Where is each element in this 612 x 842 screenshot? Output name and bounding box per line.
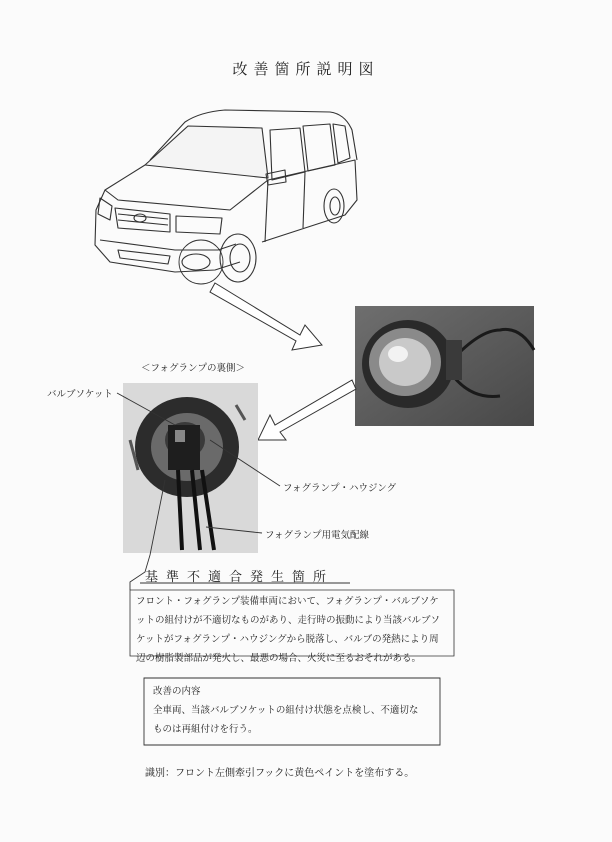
fog-lamp-back-photo <box>123 383 258 553</box>
wiring-label: フォグランプ用電気配線 <box>265 530 370 541</box>
defect-heading: 基準不適合発生箇所 <box>145 570 335 585</box>
fog-lamp-front-photo <box>355 306 534 426</box>
bulb-socket-label: バルブソケット <box>47 389 113 400</box>
identification-note: 識別：フロント左側牽引フックに黄色ペイントを塗布する。 <box>145 768 415 779</box>
defect-line: ットの組付けが不適切なものがあり、走行時の振動により当該バルブソ <box>136 615 441 626</box>
remedy-line: 全車両、当該バルブソケットの組付け状態を点検し、不適切な <box>153 705 419 716</box>
zoom-arrow-1 <box>210 283 322 350</box>
remedy-panel <box>153 682 438 739</box>
remedy-line: ものは再組付けを行う。 <box>153 724 258 735</box>
back-side-label: ＜フォグランプの裏側＞ <box>141 363 246 374</box>
page-title: 改善箇所説明図 <box>232 60 380 78</box>
defect-line: ケットがフォグランプ・ハウジングから脱落し、バルブの発熱により周 <box>136 634 439 645</box>
zoom-arrow-2 <box>258 380 356 440</box>
defect-line: フロント・フォグランプ装備車両において、フォグランプ・バルブソケ <box>136 596 439 607</box>
housing-label: フォグランプ・ハウジング <box>283 483 397 494</box>
remedy-heading: 改善の内容 <box>153 686 201 697</box>
defect-line: 辺の樹脂製部品が発火し、最悪の場合、火災に至るおそれがある。 <box>136 653 422 664</box>
minivan-illustration <box>95 110 357 284</box>
defect-description <box>136 592 456 668</box>
